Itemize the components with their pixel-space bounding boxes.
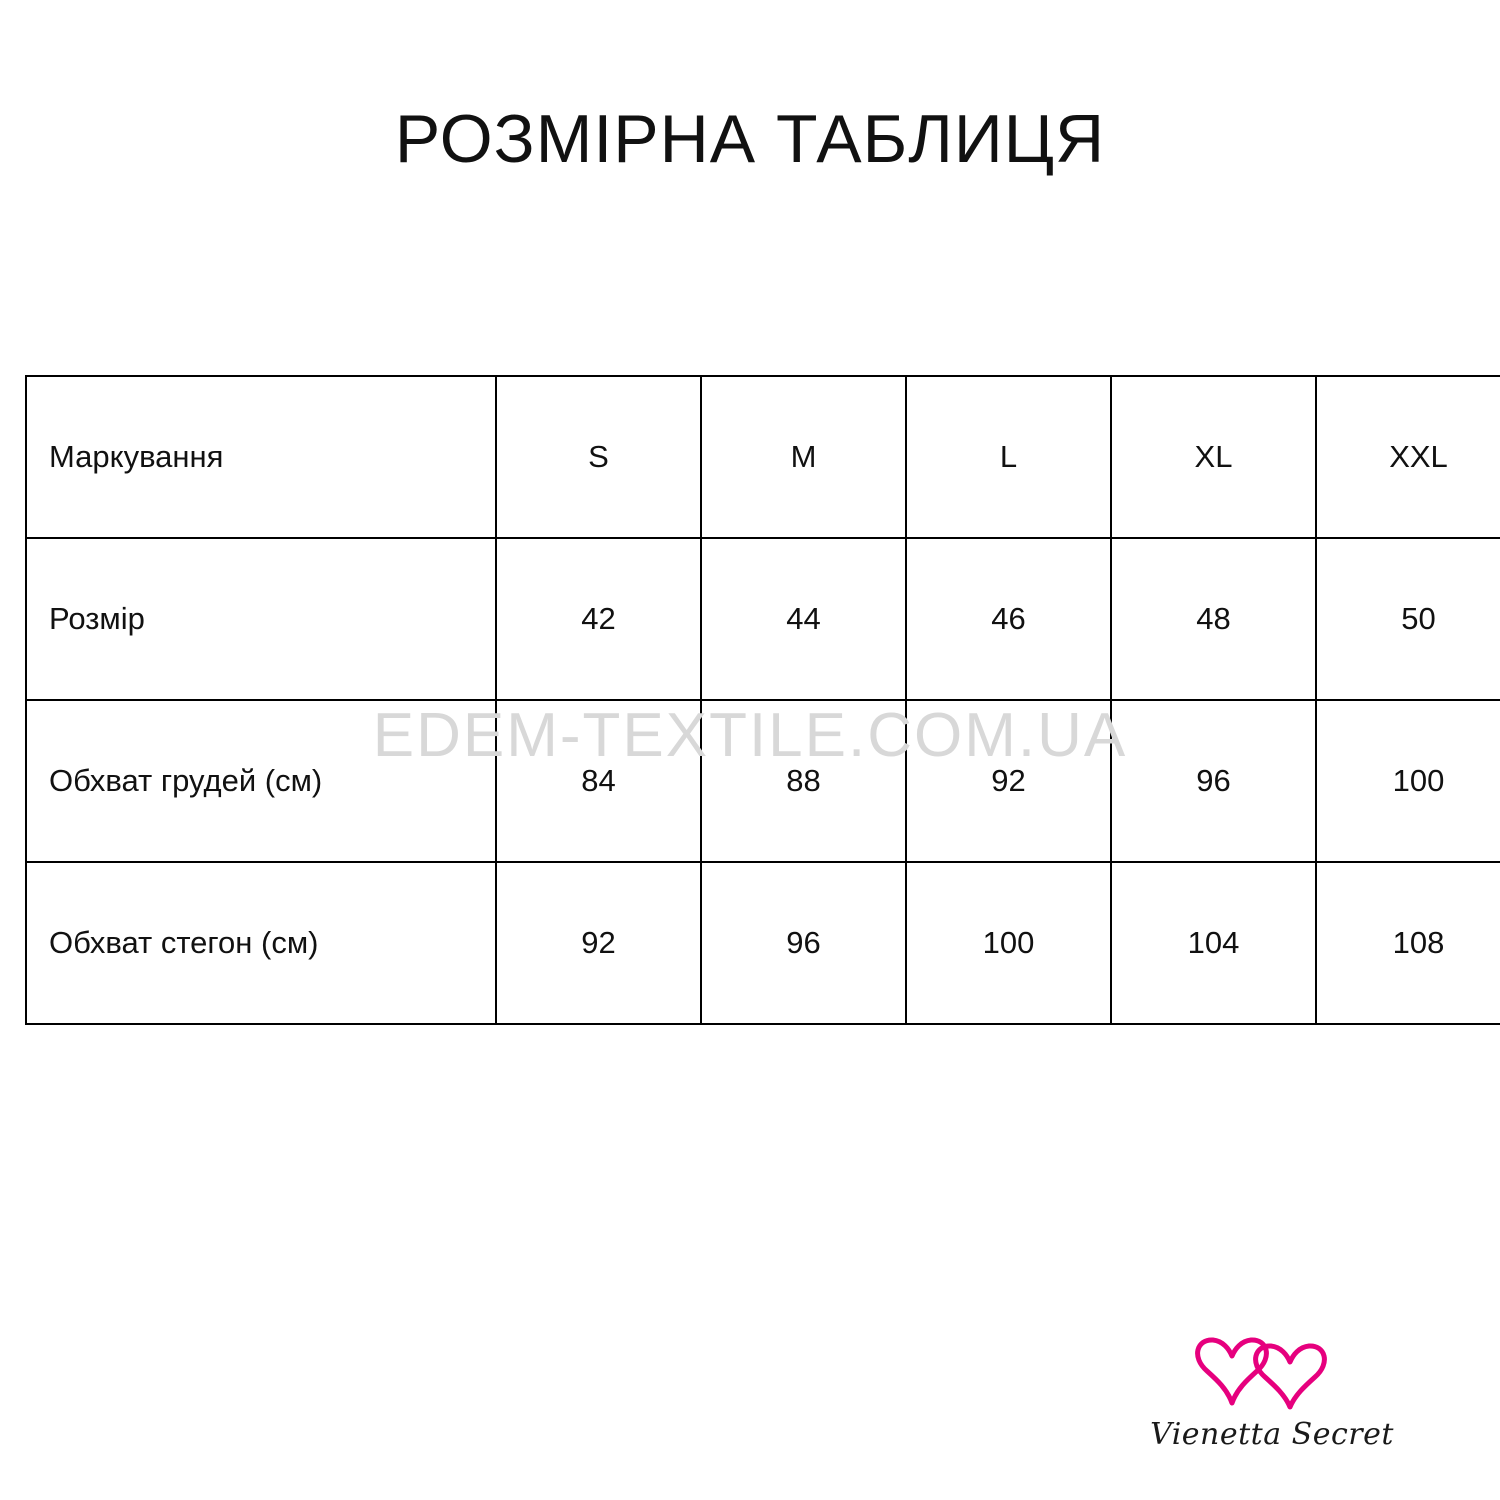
cell-hips-xl: 104 bbox=[1111, 862, 1316, 1024]
row-label-size: Розмір bbox=[26, 538, 496, 700]
row-label-bust: Обхват грудей (см) bbox=[26, 700, 496, 862]
cell-hips-s: 92 bbox=[496, 862, 701, 1024]
cell-bust-xl: 96 bbox=[1111, 700, 1316, 862]
cell-hips-l: 100 bbox=[906, 862, 1111, 1024]
cell-size-xxl: 50 bbox=[1316, 538, 1500, 700]
cell-marking-s: S bbox=[496, 376, 701, 538]
cell-hips-m: 96 bbox=[701, 862, 906, 1024]
table-row bbox=[26, 862, 1500, 1024]
double-heart-icon bbox=[1122, 1333, 1422, 1411]
table-row bbox=[26, 376, 1500, 538]
table-row bbox=[26, 700, 1500, 862]
cell-bust-xxl: 100 bbox=[1316, 700, 1500, 862]
cell-bust-l: 92 bbox=[906, 700, 1111, 862]
brand-logo bbox=[1122, 1333, 1422, 1452]
watermark-text: EDEM-TEXTILE.COM.UA bbox=[372, 701, 1128, 770]
cell-marking-xxl: XXL bbox=[1316, 376, 1500, 538]
cell-marking-xl: XL bbox=[1111, 376, 1316, 538]
size-table-container bbox=[25, 375, 1475, 1025]
row-label-hips: Обхват стегон (см) bbox=[26, 862, 496, 1024]
row-label-marking: Маркування bbox=[26, 376, 496, 538]
table-row bbox=[26, 538, 1500, 700]
cell-marking-l: L bbox=[906, 376, 1111, 538]
cell-bust-m: 88 bbox=[701, 700, 906, 862]
cell-size-s: 42 bbox=[496, 538, 701, 700]
cell-marking-m: M bbox=[701, 376, 906, 538]
brand-name: Vienetta Secret bbox=[1150, 1417, 1394, 1452]
cell-hips-xxl: 108 bbox=[1316, 862, 1500, 1024]
cell-bust-s: 84 bbox=[496, 700, 701, 862]
cell-size-m: 44 bbox=[701, 538, 906, 700]
cell-size-l: 46 bbox=[906, 538, 1111, 700]
page-title: РОЗМІРНА ТАБЛИЦЯ bbox=[394, 101, 1106, 177]
size-table bbox=[25, 375, 1500, 1025]
cell-size-xl: 48 bbox=[1111, 538, 1316, 700]
